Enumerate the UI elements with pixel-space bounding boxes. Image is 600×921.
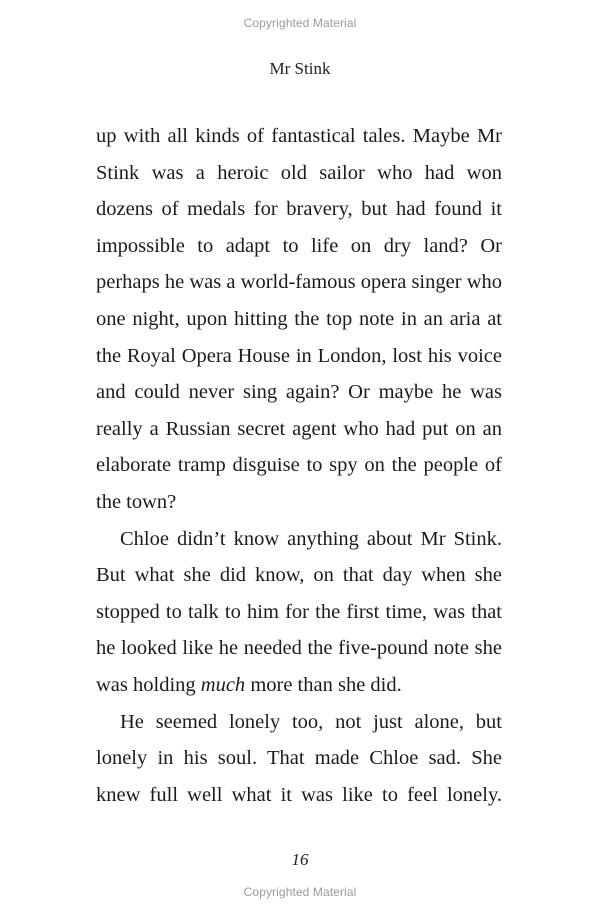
paragraph-2 [96,521,502,704]
copyright-watermark-top: Copyrighted Material [243,16,357,30]
paragraph-2-text-after: more than she did. [245,673,402,696]
copyright-watermark-bottom: Copyrighted Material [243,885,357,899]
page-number: 16 [291,850,309,869]
paragraph-2-emphasis: much [200,673,246,696]
running-head-title: Mr Stink [269,59,331,78]
page-body-text [96,118,502,813]
paragraph-1: up with all kinds of fantastical tales. Maybe Mr Stink was a heroic old sailor who had won dozens of medals for bravery, but had found it impossible to adapt to life on dry land? Or perhaps he was a world-famous opera singer who one night, upon hitting the top note in an aria at the Royal Opera House in London, lost his voice and could never sing again? Or maybe he was really a Russian secret agent who had put on an elaborate tramp disguise to spy on the people of the town? [96,125,502,513]
paragraph-2-text-before: Chloe didn’t know anything about Mr Stink. But what she did know, on that day when she stopped to talk to him for the first time, was that he looked like he needed the five-pound note she was holding [96,527,502,696]
paragraph-3: He seemed lonely too, not just alone, but lonely in his soul. That made Chloe sad. She knew full well what it was like to feel lonely. [96,710,502,806]
